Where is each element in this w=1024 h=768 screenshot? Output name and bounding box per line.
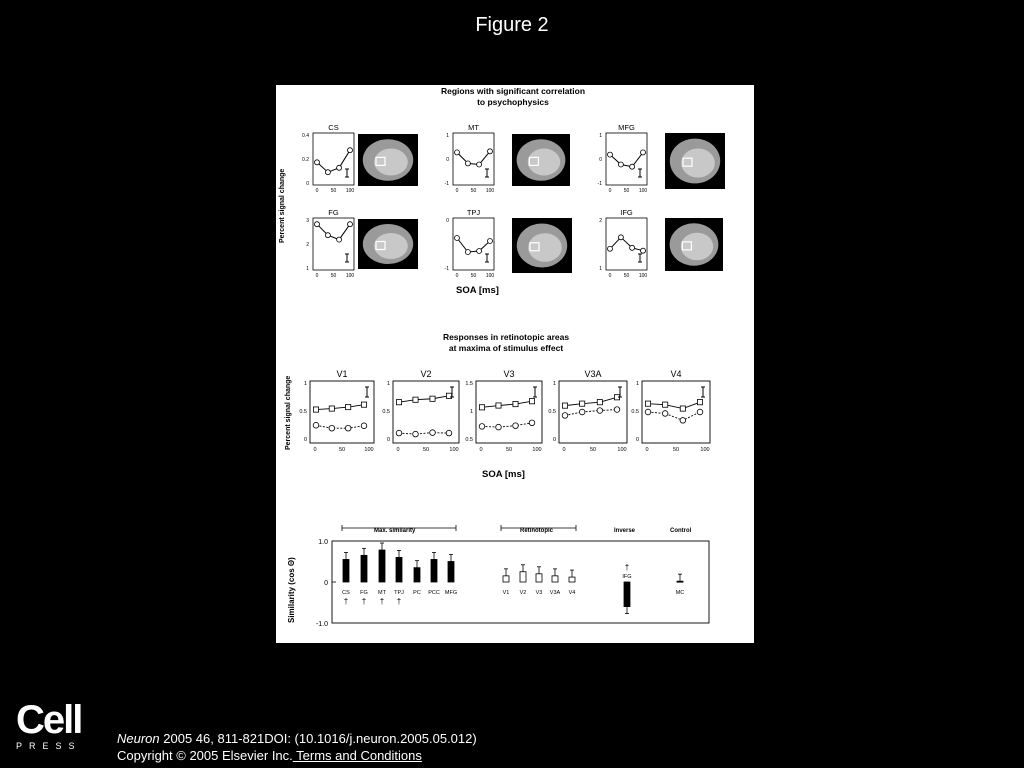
data-point-square [329, 406, 334, 411]
xtick-label: 100 [345, 273, 355, 279]
copyright-text: Copyright © 2005 Elsevier Inc. [117, 748, 293, 763]
panel-letter-a: A [736, 272, 752, 297]
brain-inner [374, 233, 408, 259]
plot-title-v3a: V3A [584, 369, 602, 379]
xtick-label: 50 [338, 447, 346, 453]
brain-inner [528, 233, 562, 262]
bar-v3 [536, 574, 542, 582]
xtick-label: 0 [315, 273, 319, 279]
data-point [618, 162, 623, 167]
bar-mfg [448, 562, 454, 583]
bar-label-v1: V1 [502, 590, 510, 596]
panel-b-title-line1: Responses in retinotopic areas [442, 332, 570, 342]
ytick-label: 0 [303, 437, 307, 443]
ytick-label: 2 [306, 242, 309, 248]
data-point-square [446, 393, 451, 398]
plot-title-v3: V3 [503, 369, 515, 379]
xtick-label: 50 [330, 188, 337, 194]
data-point-circle [645, 409, 651, 415]
ytick-label: -1 [597, 181, 602, 187]
plot-title-ifg: IFG [620, 208, 633, 217]
data-point-circle [597, 408, 603, 414]
ytick-label: 0 [306, 181, 309, 187]
data-point-circle [313, 422, 319, 428]
bar-label-v4: V4 [568, 590, 576, 596]
bar-v4 [569, 577, 575, 582]
xtick-label: 100 [449, 447, 459, 453]
xtick-label: 100 [364, 447, 374, 453]
series-line-circle [316, 425, 364, 428]
data-point-circle [446, 430, 452, 436]
panel-b-xlabel: SOA [ms] [482, 469, 525, 480]
xtick-label: 0 [455, 188, 459, 194]
ytick-label: 3 [306, 218, 309, 224]
xtick-label: 50 [470, 188, 477, 194]
plot-title-v2: V2 [420, 369, 432, 379]
xtick-label: 50 [623, 188, 630, 194]
data-point-square [562, 403, 567, 408]
ytick-label: 0.5 [299, 409, 307, 415]
data-point-circle [396, 430, 402, 436]
terms-link[interactable]: Terms and Conditions [292, 748, 422, 763]
data-point [630, 245, 635, 250]
cell-press-logo [16, 700, 82, 751]
series-line-circle [399, 433, 449, 434]
bar-mc [677, 581, 683, 582]
data-line-fg [317, 224, 350, 239]
ytick-label: 1 [599, 266, 602, 272]
xtick-label: 50 [589, 447, 597, 453]
plot-frame-v3 [476, 381, 542, 443]
data-point [348, 148, 353, 153]
xtick-label: 100 [532, 447, 542, 453]
data-point [488, 149, 493, 154]
bar-label-pcc: PCC [428, 590, 440, 596]
xtick-label: 50 [470, 273, 477, 279]
plot-title-tpj: TPJ [466, 208, 481, 217]
ytick-label: 0 [635, 437, 639, 443]
brain-inner [374, 148, 408, 175]
ytick-label: 1 [386, 381, 390, 387]
ytick-label: 0.5 [465, 437, 473, 443]
series-line-square [482, 401, 532, 407]
data-point [477, 249, 482, 254]
panel-c-ytick-top: 1.0 [318, 539, 328, 546]
data-point [641, 248, 646, 253]
citation-journal: Neuron [117, 731, 160, 746]
bar-mt [379, 550, 385, 582]
data-point-circle [496, 424, 502, 430]
bar-v3a [552, 576, 558, 582]
data-point-square [413, 397, 418, 402]
significance-dagger: † [361, 597, 367, 606]
plot-title-mfg: MFG [618, 123, 635, 132]
ytick-label: 0.4 [302, 133, 309, 139]
series-line-square [648, 402, 700, 408]
bar-ifg [624, 582, 630, 607]
xtick-label: 0 [645, 447, 649, 453]
xtick-label: 0 [396, 447, 400, 453]
xtick-label: 100 [617, 447, 627, 453]
ytick-label: -1 [444, 181, 449, 187]
xtick-label: 50 [672, 447, 680, 453]
ytick-label: 0.2 [302, 157, 309, 163]
xtick-label: 50 [330, 273, 337, 279]
data-point [337, 165, 342, 170]
data-point-square [597, 400, 602, 405]
bar-label-mc: MC [675, 590, 685, 596]
bar-label-ifg: IFG [622, 574, 632, 580]
data-point-square [580, 401, 585, 406]
data-point [315, 160, 320, 165]
data-point [325, 170, 330, 175]
bar-tpj [396, 557, 402, 582]
series-line-circle [482, 423, 532, 427]
data-point [315, 222, 320, 227]
data-point [488, 239, 493, 244]
data-point-square [346, 404, 351, 409]
ytick-label: 0.5 [548, 409, 556, 415]
data-point-circle [697, 409, 703, 415]
bar-label-v2: V2 [519, 590, 527, 596]
xtick-label: 0 [315, 188, 319, 194]
data-point-circle [529, 420, 535, 426]
panel-letter-b: B [736, 426, 752, 451]
panel-c-group-inverse: Inverse [614, 528, 636, 534]
plot-title-v4: V4 [670, 369, 682, 379]
significance-dagger: † [343, 597, 349, 606]
ytick-label: 1 [552, 381, 556, 387]
ytick-label: 0.5 [382, 409, 390, 415]
panel-a-xlabel: SOA [ms] [456, 285, 499, 296]
data-point-square [313, 407, 318, 412]
bar-label-fg: FG [360, 590, 368, 596]
xtick-label: 0 [608, 188, 612, 194]
bar-label-pc: PC [413, 590, 421, 596]
xtick-label: 100 [638, 273, 648, 279]
ytick-label: 0 [599, 157, 602, 163]
significance-dagger: † [624, 563, 630, 572]
data-point [465, 250, 470, 255]
copyright [117, 748, 422, 763]
data-point-square [663, 402, 668, 407]
series-line-square [399, 396, 449, 402]
data-point-circle [614, 407, 620, 413]
plot-frame-v1 [310, 381, 374, 443]
data-point-circle [345, 425, 351, 431]
bar-pcc [431, 559, 437, 582]
series-line-circle [648, 412, 700, 420]
xtick-label: 0 [608, 273, 612, 279]
xtick-label: 50 [505, 447, 513, 453]
plot-title-v1: V1 [336, 369, 348, 379]
xtick-label: 0 [455, 273, 459, 279]
data-point-circle [513, 423, 519, 429]
xtick-label: 100 [345, 188, 355, 194]
data-point [465, 161, 470, 166]
slide-title: Figure 2 [475, 14, 549, 36]
xtick-label: 50 [422, 447, 430, 453]
data-point-circle [430, 430, 436, 436]
xtick-label: 50 [623, 273, 630, 279]
data-point-square [529, 399, 534, 404]
bar-label-tpj: TPJ [394, 590, 404, 596]
panel-letter-c: C [736, 622, 752, 647]
data-point [641, 150, 646, 155]
ytick-label: 0 [552, 437, 556, 443]
significance-dagger: † [396, 597, 402, 606]
data-point [608, 152, 613, 157]
data-line-mt [457, 151, 490, 164]
data-line-ifg [610, 237, 643, 250]
data-point-square [645, 401, 650, 406]
data-point-square [430, 396, 435, 401]
xtick-label: 100 [485, 273, 495, 279]
xtick-label: 0 [479, 447, 483, 453]
data-point [337, 237, 342, 242]
panel-c-ytick-zero: 0 [324, 580, 328, 587]
panel-b-ylabel: Percent signal change [285, 375, 292, 450]
logo-main: Cell [16, 698, 82, 742]
panel-c-group-retinotopic: Retinotopic [520, 528, 553, 534]
bar-v2 [520, 572, 526, 582]
series-line-square [316, 405, 364, 410]
data-point [630, 164, 635, 169]
figure-image [276, 85, 754, 643]
bar-label-v3a: V3A [549, 590, 561, 596]
panel-a-ylabel: Percent signal change [279, 168, 286, 243]
citation-rest: 2005 46, 811-821DOI: (10.1016/j.neuron.2005.05.012) [159, 731, 477, 746]
bar-fg [361, 555, 367, 582]
brain-inner [528, 148, 560, 175]
data-point-circle [662, 411, 668, 417]
figure-svg [276, 85, 754, 643]
xtick-label: 0 [562, 447, 566, 453]
xtick-label: 100 [700, 447, 710, 453]
bar-pc [414, 568, 420, 582]
data-point-square [697, 400, 702, 405]
data-line-tpj [457, 238, 490, 252]
plot-title-mt: MT [468, 123, 479, 132]
citation [117, 731, 477, 746]
brain-inner [681, 233, 713, 261]
panel-c-group-control: Control [670, 528, 692, 534]
ytick-label: 0 [446, 218, 449, 224]
panel-c-group-max: Max. similarity [374, 528, 416, 534]
ytick-label: 1.5 [465, 381, 473, 387]
data-point-circle [361, 423, 367, 429]
plot-title-fg: FG [328, 208, 339, 217]
data-point-circle [479, 424, 485, 430]
bar-cs [343, 559, 349, 582]
ytick-label: 0.5 [631, 409, 639, 415]
xtick-label: 100 [638, 188, 648, 194]
data-point-square [496, 403, 501, 408]
ytick-label: 1 [469, 409, 473, 415]
logo-sub: PRESS [16, 741, 82, 751]
ytick-label: 1 [446, 133, 449, 139]
panel-c-ylabel: Similarity (cos Θ) [287, 557, 296, 623]
data-point-square [513, 401, 518, 406]
data-point-circle [680, 418, 686, 424]
data-point-circle [562, 413, 568, 419]
bar-label-mfg: MFG [444, 590, 458, 596]
ytick-label: 2 [599, 218, 602, 224]
data-point [455, 150, 460, 155]
series-line-circle [565, 410, 617, 416]
ytick-label: 1 [599, 133, 602, 139]
ytick-label: 1 [306, 266, 309, 272]
bar-label-v3: V3 [535, 590, 543, 596]
data-point-square [361, 402, 366, 407]
panel-c-ytick-bottom: -1.0 [315, 621, 328, 628]
xtick-label: 0 [313, 447, 317, 453]
bar-label-mt: MT [378, 590, 386, 596]
data-point [455, 236, 460, 241]
ytick-label: 1 [303, 381, 307, 387]
plot-title-cs: CS [328, 123, 339, 132]
panel-a-title-line2: to psychophysics [477, 97, 549, 107]
data-point-square [680, 406, 685, 411]
data-line-mfg [610, 152, 643, 166]
data-point-circle [413, 431, 419, 437]
data-point-circle [579, 409, 585, 415]
data-point [608, 246, 613, 251]
significance-dagger: † [379, 597, 385, 606]
data-point [325, 233, 330, 238]
data-point-square [396, 400, 401, 405]
data-point [618, 235, 623, 240]
ytick-label: 0 [386, 437, 390, 443]
data-point [348, 222, 353, 227]
bar-label-cs: CS [342, 590, 350, 596]
panel-b-title-line2: at maxima of stimulus effect [448, 343, 564, 353]
xtick-label: 100 [485, 188, 495, 194]
series-line-square [565, 397, 617, 405]
panel-a-title-line1: Regions with significant correlation [440, 86, 586, 96]
data-point-circle [329, 425, 335, 431]
bar-v1 [503, 576, 509, 582]
ytick-label: 0 [446, 157, 449, 163]
brain-inner [681, 148, 715, 177]
data-point [477, 162, 482, 167]
ytick-label: 1 [635, 381, 639, 387]
ytick-label: -1 [444, 266, 449, 272]
data-point-square [479, 405, 484, 410]
